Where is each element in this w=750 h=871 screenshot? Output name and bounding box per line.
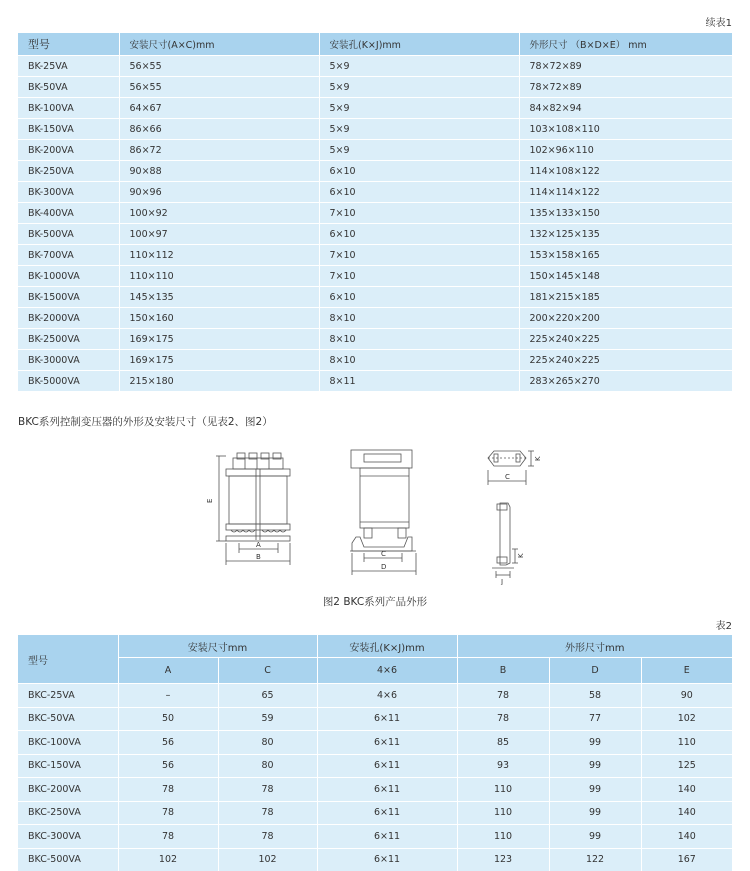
- table1-cell: 150×160: [119, 308, 319, 329]
- table2-group-header-row: [18, 635, 732, 658]
- table2-sub-header: B: [457, 658, 549, 684]
- table2-sub-header: E: [641, 658, 732, 684]
- table2-cell: BKC-250VA: [18, 801, 118, 825]
- table2-cell: 6×11: [317, 731, 457, 755]
- table1-cell: 5×9: [319, 56, 519, 77]
- table1-cell: BK-400VA: [18, 203, 119, 224]
- table1-cell: 225×240×225: [519, 329, 732, 350]
- table2-sub-header: A: [118, 658, 218, 684]
- table2-cell: 78: [218, 801, 317, 825]
- dim-label-a: A: [256, 541, 261, 549]
- table2-row: [18, 684, 732, 708]
- table1-row: [18, 77, 732, 98]
- table1-row: [18, 140, 732, 161]
- table1-cell: 169×175: [119, 350, 319, 371]
- table2-cell: 6×11: [317, 825, 457, 849]
- table1-row: [18, 350, 732, 371]
- table2-row: [18, 848, 732, 871]
- table1-cell: BK-3000VA: [18, 350, 119, 371]
- dim-label-c2: C: [505, 473, 510, 481]
- dim-label-e: E: [206, 498, 214, 503]
- table1-cell: BK-5000VA: [18, 371, 119, 392]
- table2-cell: –: [118, 684, 218, 708]
- table1-cell: 78×72×89: [519, 56, 732, 77]
- table2-cell: 110: [457, 801, 549, 825]
- table1-cell: 145×135: [119, 287, 319, 308]
- table1-cell: BK-2500VA: [18, 329, 119, 350]
- table2-cell: 80: [218, 754, 317, 778]
- table2-cell: 50: [118, 707, 218, 731]
- table2-sub-header: C: [218, 658, 317, 684]
- table1-cell: BK-1500VA: [18, 287, 119, 308]
- table1-cell: 215×180: [119, 371, 319, 392]
- dim-label-j: J: [501, 578, 504, 585]
- table2-cell: 167: [641, 848, 732, 871]
- table1-cell: BK-200VA: [18, 140, 119, 161]
- table2-cell: 6×11: [317, 848, 457, 871]
- table2-cell: 56: [118, 754, 218, 778]
- table2-cell: 93: [457, 754, 549, 778]
- table1-cell: 103×108×110: [519, 119, 732, 140]
- table2-model-header: 型号: [18, 635, 118, 684]
- table1-cell: BK-25VA: [18, 56, 119, 77]
- table1-row: [18, 371, 732, 392]
- table1-row: [18, 161, 732, 182]
- table2-cell: 102: [218, 848, 317, 871]
- table1-cell: 110×110: [119, 266, 319, 287]
- table2-cell: 78: [457, 684, 549, 708]
- table2-cell: 90: [641, 684, 732, 708]
- table2-cell: 78: [118, 778, 218, 802]
- table2-note: 表2: [715, 621, 732, 632]
- table1-cell: BK-2000VA: [18, 308, 119, 329]
- table2-cell: 65: [218, 684, 317, 708]
- table1-row: [18, 119, 732, 140]
- table2-cell: BKC-25VA: [18, 684, 118, 708]
- table2-cell: BKC-150VA: [18, 754, 118, 778]
- table2-group-header: 外形尺寸mm: [457, 635, 732, 658]
- table1-cell: 86×66: [119, 119, 319, 140]
- table1-cell: 5×9: [319, 119, 519, 140]
- table1-row: [18, 308, 732, 329]
- table1-cell: 56×55: [119, 56, 319, 77]
- table1-header: 型号: [18, 33, 119, 56]
- table2-group-header: 安装孔(K×J)mm: [317, 635, 457, 658]
- table2-cell: 78: [118, 825, 218, 849]
- table2-cell: 77: [549, 707, 641, 731]
- table1-cell: 78×72×89: [519, 77, 732, 98]
- table1-row: [18, 224, 732, 245]
- table1-cell: 169×175: [119, 329, 319, 350]
- table1-cell: 6×10: [319, 182, 519, 203]
- table1-cell: 110×112: [119, 245, 319, 266]
- table1-cell: BK-700VA: [18, 245, 119, 266]
- table2-group-header: 安装尺寸mm: [118, 635, 317, 658]
- table1-header: 安装尺寸(A×C)mm: [119, 33, 319, 56]
- table2-cell: BKC-300VA: [18, 825, 118, 849]
- table1-row: [18, 266, 732, 287]
- table2-cell: 110: [457, 825, 549, 849]
- table2-cell: 6×11: [317, 801, 457, 825]
- table1-cell: 56×55: [119, 77, 319, 98]
- table2: [18, 635, 732, 871]
- table1-cell: 114×114×122: [519, 182, 732, 203]
- table1-header-row: [18, 33, 732, 56]
- front-view-drawing: [216, 453, 290, 565]
- table2-cell: BKC-200VA: [18, 778, 118, 802]
- table2-cell: 80: [218, 731, 317, 755]
- table2-cell: 102: [641, 707, 732, 731]
- table1-cell: 100×97: [119, 224, 319, 245]
- table1-cell: 90×96: [119, 182, 319, 203]
- table1-cell: 153×158×165: [519, 245, 732, 266]
- table1-row: [18, 98, 732, 119]
- table1-cell: BK-50VA: [18, 77, 119, 98]
- table1-header: 安装孔(K×J)mm: [319, 33, 519, 56]
- table2-cell: 4×6: [317, 684, 457, 708]
- table2-row: [18, 778, 732, 802]
- table1-cell: 5×9: [319, 98, 519, 119]
- dim-label-c: C: [381, 550, 386, 558]
- table1-row: [18, 329, 732, 350]
- table1-cell: 86×72: [119, 140, 319, 161]
- table2-cell: 99: [549, 754, 641, 778]
- table2-cell: 123: [457, 848, 549, 871]
- table1: [18, 33, 732, 391]
- table1-cell: 8×10: [319, 329, 519, 350]
- table2-cell: BKC-500VA: [18, 848, 118, 871]
- table2-cell: 110: [457, 778, 549, 802]
- table1-cell: 102×96×110: [519, 140, 732, 161]
- table1-cell: 225×240×225: [519, 350, 732, 371]
- table2-cell: 102: [118, 848, 218, 871]
- table1-cell: 8×11: [319, 371, 519, 392]
- table2-cell: 58: [549, 684, 641, 708]
- foot-top-detail-drawing: [488, 451, 534, 485]
- table2-sub-header: D: [549, 658, 641, 684]
- table1-cell: 8×10: [319, 308, 519, 329]
- dim-label-d: D: [381, 563, 387, 571]
- table2-cell: 78: [118, 801, 218, 825]
- table2-cell: 78: [218, 778, 317, 802]
- table2-cell: 140: [641, 778, 732, 802]
- table1-cell: 135×133×150: [519, 203, 732, 224]
- table2-row: [18, 754, 732, 778]
- table2-sub-header: 4×6: [317, 658, 457, 684]
- table2-cell: 56: [118, 731, 218, 755]
- table1-cell: 8×10: [319, 350, 519, 371]
- table1-cell: BK-100VA: [18, 98, 119, 119]
- table2-cell: 6×11: [317, 754, 457, 778]
- table1-cell: 114×108×122: [519, 161, 732, 182]
- table1-cell: BK-150VA: [18, 119, 119, 140]
- dim-label-k2: K: [517, 553, 525, 558]
- table1-cell: 5×9: [319, 77, 519, 98]
- table2-row: [18, 801, 732, 825]
- bkc-outline-figure: [0, 445, 750, 585]
- table2-cell: BKC-50VA: [18, 707, 118, 731]
- table2-cell: 99: [549, 778, 641, 802]
- dim-label-b: B: [256, 553, 261, 561]
- table2-cell: BKC-100VA: [18, 731, 118, 755]
- table2-cell: 6×11: [317, 778, 457, 802]
- table1-cell: 6×10: [319, 161, 519, 182]
- table1-note: 续表1: [705, 18, 732, 29]
- table1-cell: 90×88: [119, 161, 319, 182]
- table1-row: [18, 287, 732, 308]
- table2-cell: 99: [549, 731, 641, 755]
- table1-cell: 7×10: [319, 203, 519, 224]
- table1-header: 外形尺寸 （B×D×E） mm: [519, 33, 732, 56]
- table1-cell: 283×265×270: [519, 371, 732, 392]
- table1-cell: 181×215×185: [519, 287, 732, 308]
- table1-cell: BK-250VA: [18, 161, 119, 182]
- bracket-detail-drawing: [492, 503, 518, 578]
- table1-cell: 132×125×135: [519, 224, 732, 245]
- table1-cell: 5×9: [319, 140, 519, 161]
- table2-cell: 122: [549, 848, 641, 871]
- table2-cell: 140: [641, 801, 732, 825]
- table2-cell: 110: [641, 731, 732, 755]
- figure-caption: 图2 BKC系列产品外形: [322, 596, 428, 608]
- table1-row: [18, 182, 732, 203]
- table2-row: [18, 707, 732, 731]
- table1-cell: BK-1000VA: [18, 266, 119, 287]
- table1-row: [18, 56, 732, 77]
- table2-cell: 6×11: [317, 707, 457, 731]
- table1-cell: 7×10: [319, 245, 519, 266]
- table2-sub-header-row: [18, 658, 732, 684]
- table2-cell: 85: [457, 731, 549, 755]
- table1-cell: 7×10: [319, 266, 519, 287]
- table1-cell: BK-500VA: [18, 224, 119, 245]
- dim-label-k: K: [534, 456, 542, 461]
- table2-cell: 99: [549, 825, 641, 849]
- table2-cell: 78: [457, 707, 549, 731]
- table1-cell: 150×145×148: [519, 266, 732, 287]
- table1-cell: 6×10: [319, 287, 519, 308]
- table2-row: [18, 731, 732, 755]
- table1-cell: 84×82×94: [519, 98, 732, 119]
- table1-row: [18, 245, 732, 266]
- table1-cell: 100×92: [119, 203, 319, 224]
- table2-cell: 140: [641, 825, 732, 849]
- table2-cell: 59: [218, 707, 317, 731]
- table1-cell: 200×220×200: [519, 308, 732, 329]
- table1-row: [18, 203, 732, 224]
- table2-cell: 78: [218, 825, 317, 849]
- table1-cell: 64×67: [119, 98, 319, 119]
- table1-cell: BK-300VA: [18, 182, 119, 203]
- table2-row: [18, 825, 732, 849]
- table2-cell: 99: [549, 801, 641, 825]
- section-title: BKC系列控制变压器的外形及安装尺寸（见表2、图2）: [18, 416, 273, 428]
- table1-cell: 6×10: [319, 224, 519, 245]
- table2-cell: 125: [641, 754, 732, 778]
